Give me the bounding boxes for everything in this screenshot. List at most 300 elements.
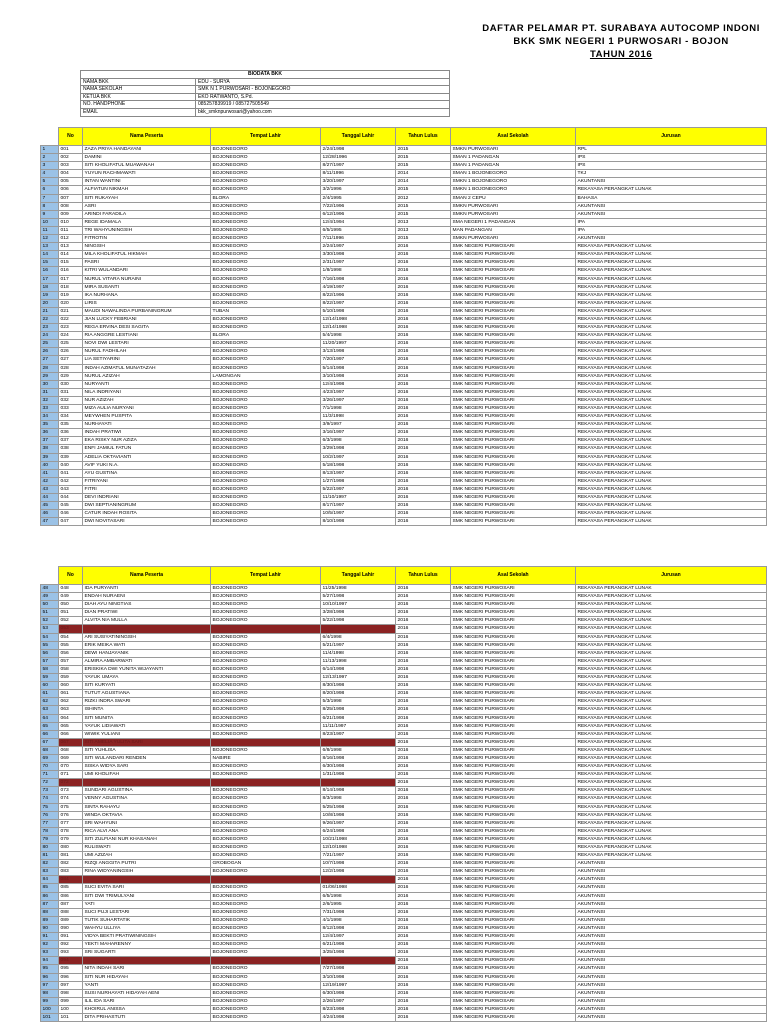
applicant-name: DEVI INDRIANI — [83, 494, 211, 502]
graduation-year: 2016 — [396, 884, 451, 892]
applicant-name: LIA SETIYARINI — [83, 356, 211, 364]
table-row — [41, 429, 767, 437]
major: REKAYASA PERANGKAT LUNAK — [576, 429, 767, 437]
row-index: 52 — [41, 617, 59, 625]
row-index: 10 — [41, 218, 59, 226]
applicant-name: SUCI PUJI LESTARI — [83, 908, 211, 916]
birth-place: BOJONEGORO — [211, 819, 321, 827]
origin-school: SMK NEGERI PURWOSARI — [451, 803, 576, 811]
applicant-name: RIA ANGGRE LESTIANI — [83, 332, 211, 340]
birth-date: 6/24/1998 — [321, 827, 396, 835]
birth-date: 1/27/1998 — [321, 477, 396, 485]
applicant-name: ADELIA OKTAVIANTI — [83, 453, 211, 461]
birth-place: GROBOGAN — [211, 860, 321, 868]
graduation-year: 2016 — [396, 502, 451, 510]
origin-school: SMAN 2 CEPU — [451, 194, 576, 202]
major: REKAYASA PERANGKAT LUNAK — [576, 698, 767, 706]
table-row — [41, 665, 767, 673]
applicant-no: 086 — [59, 892, 83, 900]
applicant-no: 027 — [59, 356, 83, 364]
origin-school: SMK NEGERI PURWOSARI — [451, 698, 576, 706]
table-row — [41, 461, 767, 469]
graduation-year: 2016 — [396, 518, 451, 526]
origin-school: SMK NEGERI PURWOSARI — [451, 690, 576, 698]
row-index: 34 — [41, 413, 59, 421]
table-row — [41, 989, 767, 997]
birth-place: BLORA — [211, 194, 321, 202]
major: AKUNTANSI — [576, 933, 767, 941]
graduation-year: 2015 — [396, 210, 451, 218]
birth-date: 5/4/1998 — [321, 332, 396, 340]
graduation-year: 2016 — [396, 657, 451, 665]
applicant-no: 038 — [59, 445, 83, 453]
row-index: 29 — [41, 372, 59, 380]
origin-school: SMK NEGERI PURWOSARI — [451, 657, 576, 665]
applicant-no: 059 — [59, 674, 83, 682]
birth-place: BOJONEGORO — [211, 973, 321, 981]
graduation-year: 2013 — [396, 218, 451, 226]
major: REKAYASA PERANGKAT LUNAK — [576, 649, 767, 657]
origin-school: SMK NEGERI PURWOSARI — [451, 754, 576, 762]
table-row — [41, 981, 767, 989]
table-row — [41, 324, 767, 332]
birth-date — [321, 876, 396, 884]
birth-date: 2/6/1995 — [321, 900, 396, 908]
major: REKAYASA PERANGKAT LUNAK — [576, 396, 767, 404]
origin-school: SMK NEGERI PURWOSARI — [451, 641, 576, 649]
applicant-name: ARINDI FARADILA — [83, 210, 211, 218]
origin-school: SMK NEGERI PURWOSARI — [451, 396, 576, 404]
table-row — [41, 625, 767, 633]
table-row — [41, 348, 767, 356]
applicant-no: 011 — [59, 226, 83, 234]
origin-school: SMK NEGERI PURWOSARI — [451, 332, 576, 340]
applicant-no: 076 — [59, 811, 83, 819]
origin-school: SMK NEGERI PURWOSARI — [451, 388, 576, 396]
table-row — [41, 518, 767, 526]
row-index: 77 — [41, 819, 59, 827]
origin-school: SMKN PURWOSARI — [451, 202, 576, 210]
graduation-year: 2015 — [396, 186, 451, 194]
table-row — [41, 396, 767, 404]
origin-school: SMK NEGERI PURWOSARI — [451, 981, 576, 989]
applicant-no: 014 — [59, 251, 83, 259]
origin-school: SMKN 1 BOJONEGORO — [451, 186, 576, 194]
birth-place: BOJONEGORO — [211, 714, 321, 722]
row-index: 22 — [41, 315, 59, 323]
graduation-year: 2016 — [396, 461, 451, 469]
row-index: 16 — [41, 267, 59, 275]
birth-date: 3/30/1998 — [321, 251, 396, 259]
row-index: 93 — [41, 949, 59, 957]
doc-title-year: TAHUN 2016 — [589, 49, 653, 60]
major: REKAYASA PERANGKAT LUNAK — [576, 405, 767, 413]
birth-date: 6/21/1998 — [321, 941, 396, 949]
origin-school: SMAN 1 PADANGAN — [451, 154, 576, 162]
birth-date: 3/10/1998 — [321, 973, 396, 981]
birth-place: BOJONEGORO — [211, 916, 321, 924]
birth-date: 3/2/1996 — [321, 186, 396, 194]
table-row — [41, 908, 767, 916]
table-row — [41, 633, 767, 641]
applicant-name: DIAH AYU NINGTIAS — [83, 601, 211, 609]
applicant-no: 093 — [59, 949, 83, 957]
row-index: 61 — [41, 690, 59, 698]
applicant-no: 007 — [59, 194, 83, 202]
applicant-name: INTAN WANTINI — [83, 178, 211, 186]
row-index: 65 — [41, 722, 59, 730]
birth-date: 8/11/1996 — [321, 170, 396, 178]
row-index: 64 — [41, 714, 59, 722]
birth-date: 3/10/1998 — [321, 372, 396, 380]
origin-school: SMK NEGERI PURWOSARI — [451, 609, 576, 617]
table-row — [41, 210, 767, 218]
birth-place: BOJONEGORO — [211, 997, 321, 1005]
applicant-no: 040 — [59, 461, 83, 469]
biodata-key: KETUA BKK — [81, 93, 196, 101]
birth-date: 12/13/1997 — [321, 674, 396, 682]
applicant-no: 026 — [59, 348, 83, 356]
graduation-year: 2016 — [396, 267, 451, 275]
graduation-year: 2016 — [396, 601, 451, 609]
row-index: 12 — [41, 235, 59, 243]
table-row — [41, 900, 767, 908]
origin-school: SMK NEGERI PURWOSARI — [451, 453, 576, 461]
major: REKAYASA PERANGKAT LUNAK — [576, 324, 767, 332]
origin-school: SMK NEGERI PURWOSARI — [451, 787, 576, 795]
birth-place: BOJONEGORO — [211, 146, 321, 154]
origin-school: SMK NEGERI PURWOSARI — [451, 494, 576, 502]
table-row — [41, 178, 767, 186]
table-row — [41, 746, 767, 754]
graduation-year: 2016 — [396, 746, 451, 754]
birth-place: BOJONEGORO — [211, 649, 321, 657]
row-index: 24 — [41, 332, 59, 340]
table-row — [41, 218, 767, 226]
major: REKAYASA PERANGKAT LUNAK — [576, 617, 767, 625]
origin-school: SMK NEGERI PURWOSARI — [451, 860, 576, 868]
graduation-year: 2016 — [396, 413, 451, 421]
row-index: 57 — [41, 657, 59, 665]
graduation-year: 2016 — [396, 981, 451, 989]
birth-place: BOJONEGORO — [211, 852, 321, 860]
table-row — [41, 892, 767, 900]
applicant-no: 054 — [59, 633, 83, 641]
applicant-name: ZAZA PRIYA HANDAYANI — [83, 146, 211, 154]
applicant-name: NURHAYATI — [83, 421, 211, 429]
table-row — [41, 682, 767, 690]
origin-school: SMK NEGERI PURWOSARI — [451, 315, 576, 323]
applicant-no: 022 — [59, 315, 83, 323]
origin-school: SMK NEGERI PURWOSARI — [451, 307, 576, 315]
applicant-no: 058 — [59, 665, 83, 673]
birth-date: 5/3/1998 — [321, 698, 396, 706]
row-index: 91 — [41, 933, 59, 941]
table-row — [41, 779, 767, 787]
row-index: 76 — [41, 811, 59, 819]
major: REKAYASA PERANGKAT LUNAK — [576, 803, 767, 811]
birth-place: BOJONEGORO — [211, 746, 321, 754]
applicant-no: 066 — [59, 730, 83, 738]
row-index: 100 — [41, 1005, 59, 1013]
major: AKUNTANSI — [576, 908, 767, 916]
applicant-name: AYU GUSTINA — [83, 469, 211, 477]
birth-date: 4/1/1998 — [321, 916, 396, 924]
major: REKAYASA PERANGKAT LUNAK — [576, 844, 767, 852]
major: REKAYASA PERANGKAT LUNAK — [576, 510, 767, 518]
applicant-no: 035 — [59, 421, 83, 429]
birth-place: BOJONEGORO — [211, 243, 321, 251]
birth-place: BOJONEGORO — [211, 803, 321, 811]
major: REKAYASA PERANGKAT LUNAK — [576, 811, 767, 819]
origin-school: SMK NEGERI PURWOSARI — [451, 746, 576, 754]
applicant-no: 043 — [59, 485, 83, 493]
table-row — [41, 795, 767, 803]
biodata-key: NO. HANDPHONE — [81, 101, 196, 109]
major: REKAYASA PERANGKAT LUNAK — [576, 356, 767, 364]
birth-date: 10/2/1997 — [321, 453, 396, 461]
biodata-key: NAMA SEKOLAH — [81, 86, 196, 94]
table-row — [41, 827, 767, 835]
birth-place: BOJONEGORO — [211, 485, 321, 493]
birth-date: 12/4/1997 — [321, 933, 396, 941]
biodata-value: bkk_smknpurwosari@yahoo.com — [196, 108, 450, 116]
graduation-year: 2016 — [396, 852, 451, 860]
birth-place: BOJONEGORO — [211, 965, 321, 973]
birth-place: BOJONEGORO — [211, 827, 321, 835]
graduation-year: 2016 — [396, 706, 451, 714]
applicant-no: 089 — [59, 916, 83, 924]
row-index: 41 — [41, 469, 59, 477]
applicant-name: FITROTIN — [83, 235, 211, 243]
row-index: 2 — [41, 154, 59, 162]
applicant-name: NURUL VITARA NURAINI — [83, 275, 211, 283]
graduation-year: 2015 — [396, 146, 451, 154]
applicant-no: 096 — [59, 973, 83, 981]
major: AKUNTANSI — [576, 997, 767, 1005]
applicant-name: FITRIYANI — [83, 477, 211, 485]
birth-place: BOJONEGORO — [211, 340, 321, 348]
applicant-name: YAYUK UMAYA — [83, 674, 211, 682]
birth-date: 10/7/1998 — [321, 860, 396, 868]
applicant-no: 006 — [59, 186, 83, 194]
applicant-name: WAHYU ULLIYA — [83, 924, 211, 932]
major: AKUNTANSI — [576, 1005, 767, 1013]
graduation-year: 2016 — [396, 445, 451, 453]
graduation-year: 2016 — [396, 340, 451, 348]
table-row — [41, 924, 767, 932]
applicant-name: REGA ERVINA DESI SAGITA — [83, 324, 211, 332]
graduation-year: 2016 — [396, 795, 451, 803]
applicant-name: INDAH PRATIWI — [83, 429, 211, 437]
major: REKAYASA PERANGKAT LUNAK — [576, 714, 767, 722]
origin-school: SMK NEGERI PURWOSARI — [451, 340, 576, 348]
graduation-year: 2016 — [396, 674, 451, 682]
row-index: 59 — [41, 674, 59, 682]
applicant-table-2 — [40, 566, 767, 1022]
origin-school: SMK NEGERI PURWOSARI — [451, 437, 576, 445]
row-index: 60 — [41, 682, 59, 690]
birth-place: BOJONEGORO — [211, 494, 321, 502]
applicant-name: SITI NUR HIDAYAH — [83, 973, 211, 981]
document-header — [482, 22, 760, 61]
row-index: 101 — [41, 1013, 59, 1021]
graduation-year: 2016 — [396, 251, 451, 259]
origin-school: SMK NEGERI PURWOSARI — [451, 283, 576, 291]
applicant-no: 061 — [59, 690, 83, 698]
birth-date: 8/23/1998 — [321, 1005, 396, 1013]
applicant-no: 018 — [59, 283, 83, 291]
birth-place: BOJONEGORO — [211, 884, 321, 892]
column-header-jurusan: Jurusan — [576, 128, 767, 146]
row-index: 40 — [41, 461, 59, 469]
applicant-no: 019 — [59, 291, 83, 299]
origin-school: SMK NEGERI PURWOSARI — [451, 779, 576, 787]
row-index: 99 — [41, 997, 59, 1005]
origin-school: SMK NEGERI PURWOSARI — [451, 324, 576, 332]
birth-date: 6/21/1998 — [321, 714, 396, 722]
graduation-year: 2016 — [396, 908, 451, 916]
applicant-name: ISHINTA — [83, 706, 211, 714]
table-row — [41, 868, 767, 876]
birth-date: 7/21/1997 — [321, 852, 396, 860]
origin-school: SMK NEGERI PURWOSARI — [451, 372, 576, 380]
birth-date: 12/14/1998 — [321, 324, 396, 332]
applicant-name: SRI WAHYUNI — [83, 819, 211, 827]
birth-place: BOJONEGORO — [211, 674, 321, 682]
applicant-no: 067 — [59, 738, 83, 746]
birth-date: 5/22/1997 — [321, 485, 396, 493]
column-header-tempat: Tempat Lahir — [211, 567, 321, 585]
row-index: 30 — [41, 380, 59, 388]
birth-place: BOJONEGORO — [211, 682, 321, 690]
graduation-year: 2016 — [396, 827, 451, 835]
graduation-year: 2016 — [396, 973, 451, 981]
birth-date: 3/26/1997 — [321, 396, 396, 404]
graduation-year: 2016 — [396, 965, 451, 973]
birth-place: BLORA — [211, 332, 321, 340]
table-row — [41, 267, 767, 275]
birth-place: BOJONEGORO — [211, 722, 321, 730]
birth-place: BOJONEGORO — [211, 356, 321, 364]
graduation-year: 2016 — [396, 738, 451, 746]
birth-date: 1/31/1998 — [321, 771, 396, 779]
applicant-name: WIWIK YULIANI — [83, 730, 211, 738]
birth-place: BOJONEGORO — [211, 706, 321, 714]
table-row — [41, 170, 767, 178]
applicant-name: VENNY AGUSTINA — [83, 795, 211, 803]
applicant-name: MIZA AULIA NURYANI — [83, 405, 211, 413]
applicant-name: TUTUT AGUSTIANA — [83, 690, 211, 698]
major: AKUNTANSI — [576, 235, 767, 243]
graduation-year: 2016 — [396, 641, 451, 649]
birth-place: BOJONEGORO — [211, 763, 321, 771]
graduation-year: 2016 — [396, 900, 451, 908]
origin-school: SMK NEGERI PURWOSARI — [451, 941, 576, 949]
biodata-key: NAMA BKK — [81, 78, 196, 86]
birth-place: BOJONEGORO — [211, 585, 321, 593]
origin-school: SMK NEGERI PURWOSARI — [451, 625, 576, 633]
birth-date: 7/1/1998 — [321, 405, 396, 413]
origin-school: SMK NEGERI PURWOSARI — [451, 275, 576, 283]
birth-place: BOJONEGORO — [211, 251, 321, 259]
birth-date: 8/16/1998 — [321, 754, 396, 762]
applicant-name: RULISWATI — [83, 844, 211, 852]
major: AKUNTANSI — [576, 210, 767, 218]
table-row — [41, 787, 767, 795]
graduation-year: 2016 — [396, 275, 451, 283]
graduation-year: 2016 — [396, 283, 451, 291]
table-row — [41, 235, 767, 243]
birth-date: 5/10/1998 — [321, 307, 396, 315]
column-header-tanggal: Tanggal Lahir — [321, 567, 396, 585]
applicant-name: FITRI — [83, 485, 211, 493]
major: REKAYASA PERANGKAT LUNAK — [576, 364, 767, 372]
row-index: 39 — [41, 453, 59, 461]
table-row — [41, 356, 767, 364]
applicant-no: 020 — [59, 299, 83, 307]
major: REKAYASA PERANGKAT LUNAK — [576, 413, 767, 421]
birth-place: BOJONEGORO — [211, 811, 321, 819]
row-index: 86 — [41, 892, 59, 900]
table-row — [41, 957, 767, 965]
applicant-name: ALMIRA AMBARWATI — [83, 657, 211, 665]
applicant-name: TRI WAHYUNINGSIH — [83, 226, 211, 234]
origin-school: SMA NEGERI 1 PADANGAN — [451, 218, 576, 226]
major: REKAYASA PERANGKAT LUNAK — [576, 251, 767, 259]
row-index: 43 — [41, 485, 59, 493]
major: AKUNTANSI — [576, 973, 767, 981]
origin-school: SMK NEGERI PURWOSARI — [451, 469, 576, 477]
birth-place: BOJONEGORO — [211, 900, 321, 908]
applicant-name: IDA PURYANTI — [83, 585, 211, 593]
graduation-year: 2016 — [396, 876, 451, 884]
row-index: 1 — [41, 146, 59, 154]
major: REKAYASA PERANGKAT LUNAK — [576, 827, 767, 835]
applicant-name: SITI DWI TRIMULYANI — [83, 892, 211, 900]
birth-date: 8/27/1997 — [321, 162, 396, 170]
major: AKUNTANSI — [576, 876, 767, 884]
applicant-name: WINDA OKTAVIA — [83, 811, 211, 819]
origin-school: SMK NEGERI PURWOSARI — [451, 267, 576, 275]
table-row — [41, 738, 767, 746]
graduation-year: 2016 — [396, 868, 451, 876]
graduation-year: 2016 — [396, 771, 451, 779]
birth-place: BOJONEGORO — [211, 283, 321, 291]
applicant-name: SINTA RAHAYU — [83, 803, 211, 811]
table-row — [41, 706, 767, 714]
applicant-no: 050 — [59, 601, 83, 609]
row-index: 83 — [41, 868, 59, 876]
column-header-sekolah: Asal Sekolah — [451, 128, 576, 146]
table-row — [41, 593, 767, 601]
applicant-no: 099 — [59, 997, 83, 1005]
graduation-year: 2016 — [396, 510, 451, 518]
birth-place: BOJONEGORO — [211, 601, 321, 609]
birth-date: 5/27/1998 — [321, 593, 396, 601]
major: REKAYASA PERANGKAT LUNAK — [576, 437, 767, 445]
applicant-name: UMI AZIZAH — [83, 852, 211, 860]
birth-date: 1/8/1998 — [321, 267, 396, 275]
major: AKUNTANSI — [576, 916, 767, 924]
row-index: 37 — [41, 437, 59, 445]
origin-school: SMK NEGERI PURWOSARI — [451, 665, 576, 673]
table-row — [41, 202, 767, 210]
birth-date: 11/13/1998 — [321, 657, 396, 665]
major: REKAYASA PERANGKAT LUNAK — [576, 340, 767, 348]
major: REKAYASA PERANGKAT LUNAK — [576, 453, 767, 461]
table-row — [41, 973, 767, 981]
